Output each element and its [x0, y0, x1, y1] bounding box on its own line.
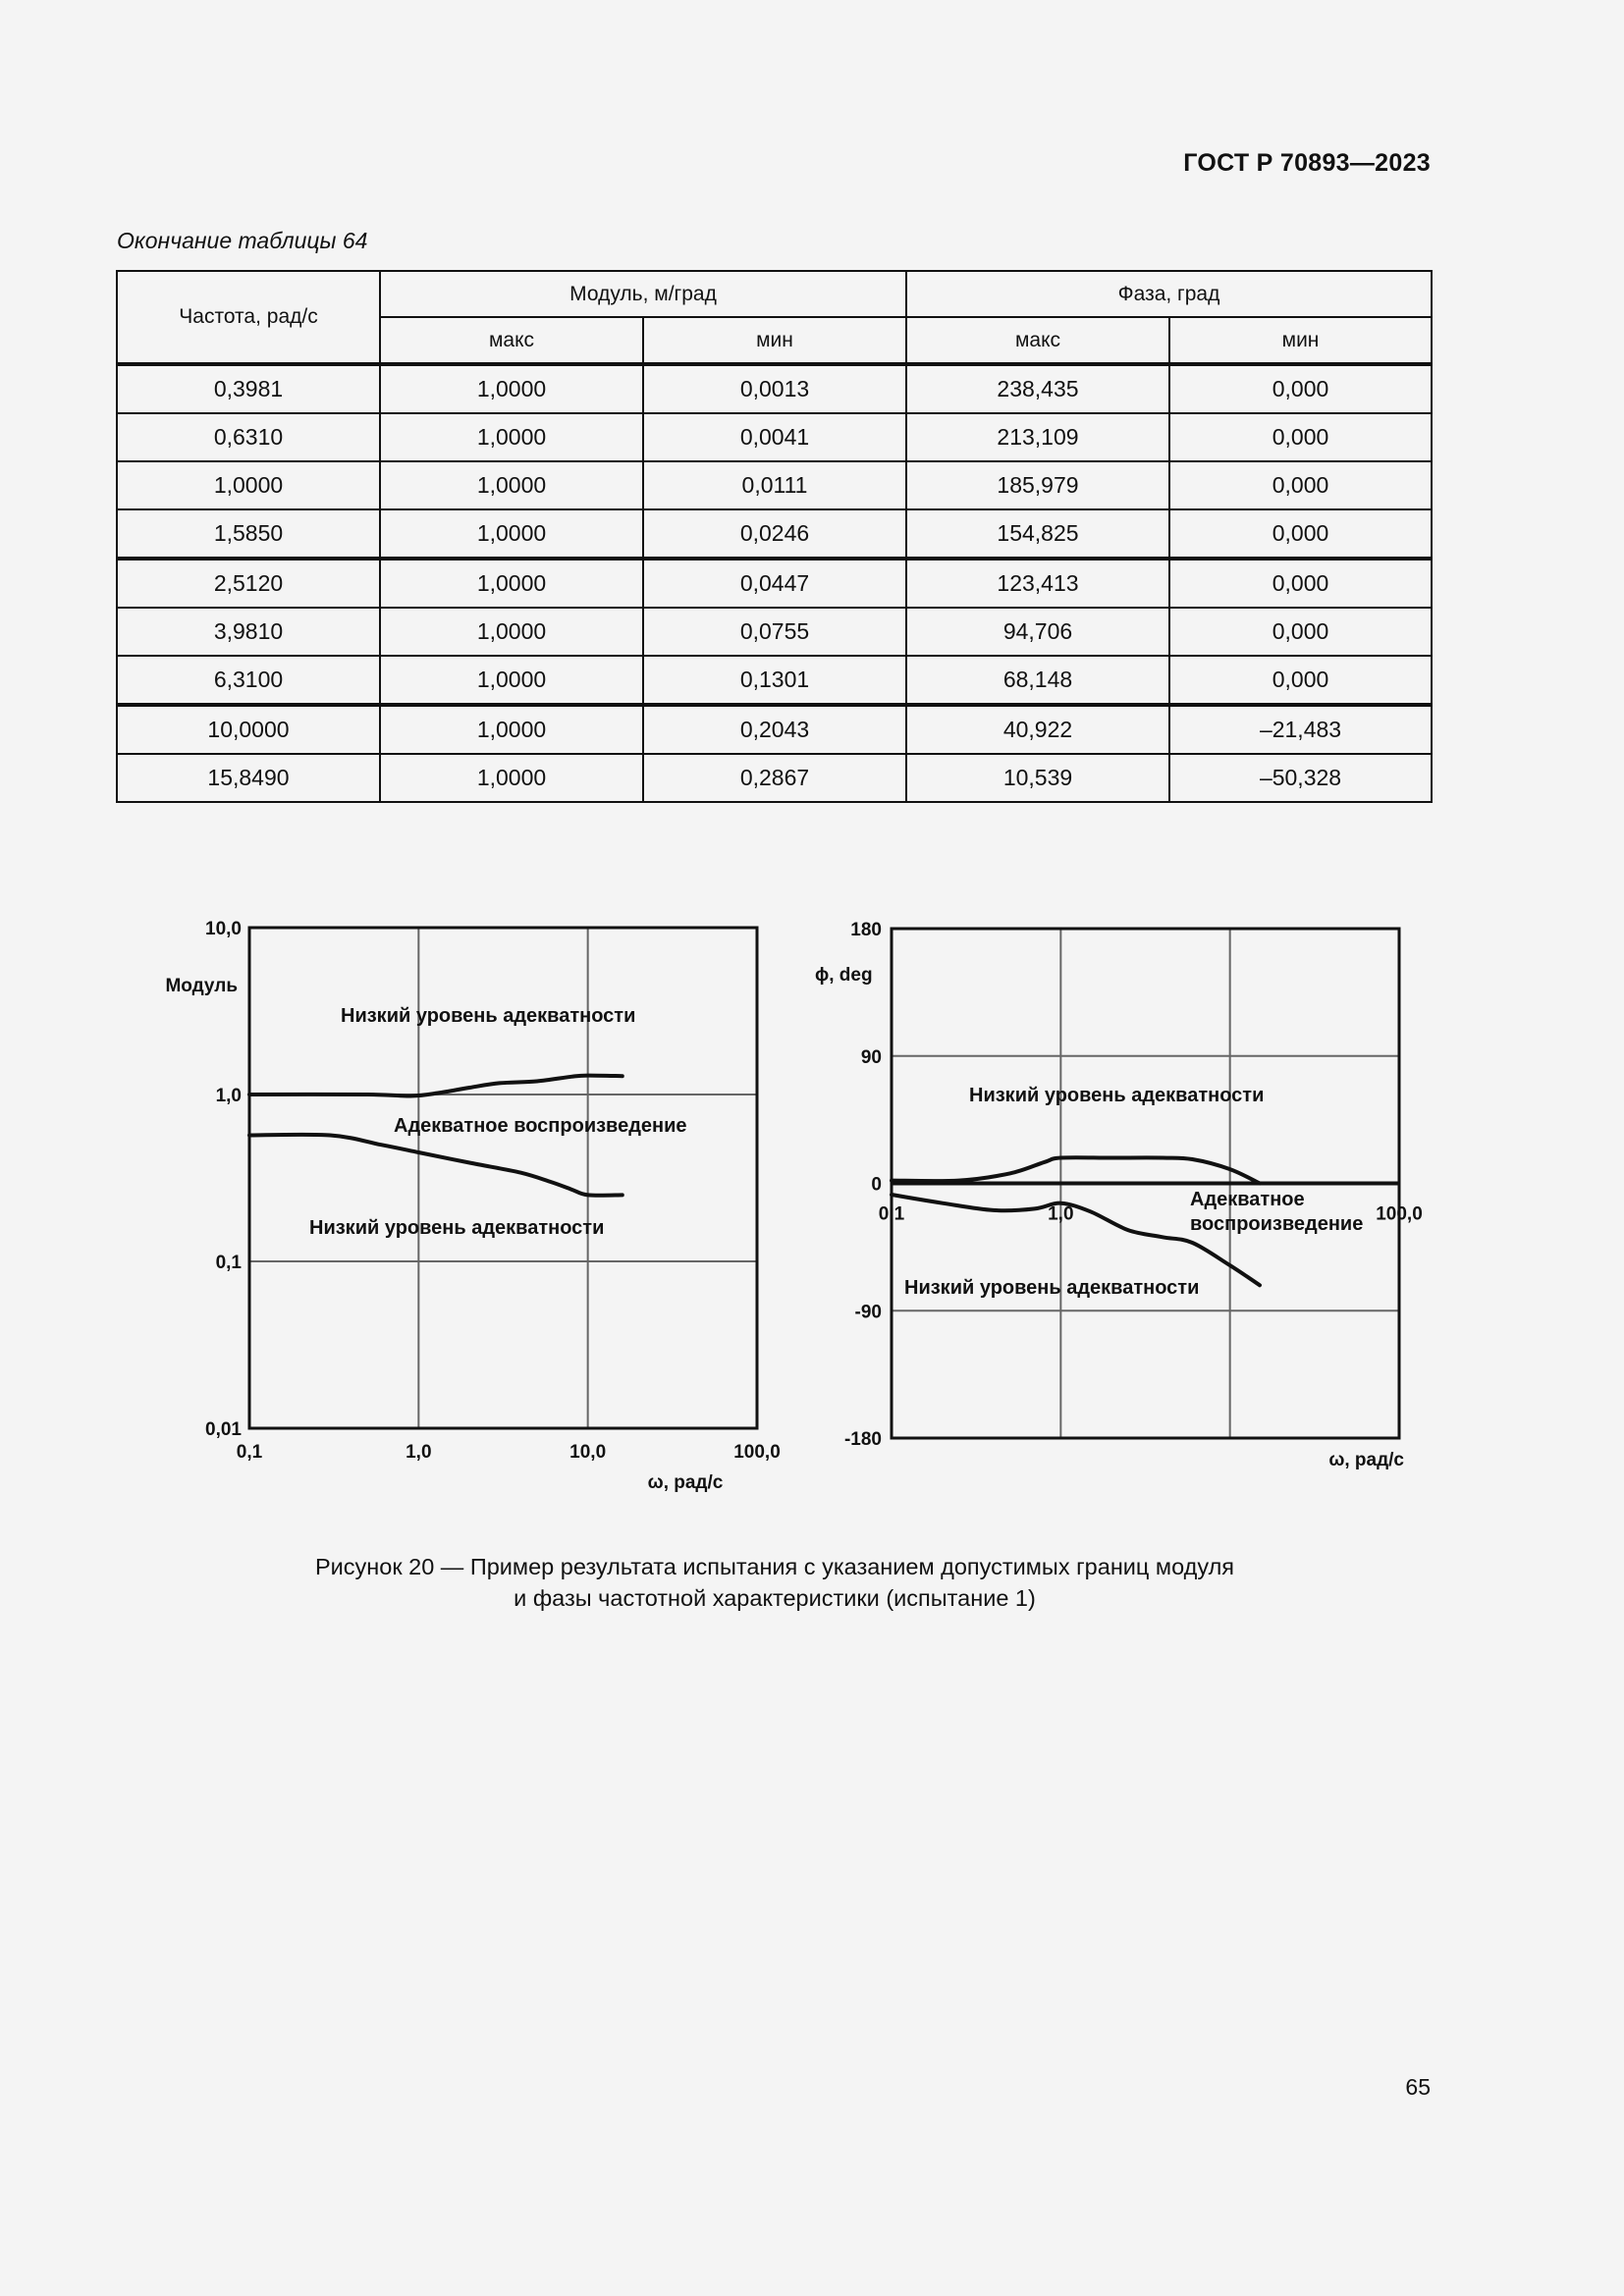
y-axis-label: ϕ, deg: [815, 965, 873, 986]
table-row: [117, 754, 1432, 802]
frequency-cell: 15,8490: [117, 754, 380, 802]
module-max-cell: 1,0000: [380, 461, 643, 509]
series-line: [892, 1157, 1260, 1183]
module-min-cell: 0,2043: [643, 705, 906, 754]
frequency-cell: 6,3100: [117, 656, 380, 705]
phase-max-cell: 94,706: [906, 608, 1169, 656]
table-caption: Окончание таблицы 64: [117, 228, 368, 253]
phase-max-cell: 123,413: [906, 559, 1169, 608]
y-tick-label: 0,01: [205, 1419, 242, 1440]
module-min-cell: 0,0041: [643, 413, 906, 461]
annotation-middle-line: воспроизведение: [1190, 1213, 1364, 1235]
phase-min-cell: 0,000: [1169, 559, 1432, 608]
phase-max-cell: 10,539: [906, 754, 1169, 802]
x-tick-label: 1,0: [406, 1442, 432, 1463]
y-tick-label: 180: [850, 920, 882, 940]
y-tick-label: 1,0: [215, 1086, 242, 1106]
module-min-cell: 0,0447: [643, 559, 906, 608]
y-tick-label: 10,0: [205, 919, 242, 939]
phase-min-cell: 0,000: [1169, 608, 1432, 656]
table-row: [117, 705, 1432, 754]
phase-max-cell: 185,979: [906, 461, 1169, 509]
annotation-middle: [1190, 1189, 1363, 1235]
frequency-cell: 1,0000: [117, 461, 380, 509]
frequency-cell: 0,3981: [117, 364, 380, 413]
phase-min-cell: 0,000: [1169, 364, 1432, 413]
frequency-cell: 0,6310: [117, 413, 380, 461]
y-tick-label: -90: [854, 1302, 882, 1323]
annotation-upper: Низкий уровень адекватности: [969, 1085, 1265, 1106]
annotation-middle-line: Адекватное: [1190, 1189, 1305, 1210]
y-tick-label: 0,1: [215, 1253, 242, 1273]
table-row: [117, 656, 1432, 705]
table-row: [117, 608, 1432, 656]
module-min-cell: 0,0013: [643, 364, 906, 413]
table-row: [117, 509, 1432, 559]
header-phase: Фаза, град: [906, 271, 1432, 317]
document-code: ГОСТ Р 70893—2023: [1183, 149, 1431, 177]
y-axis-label: Модуль: [165, 976, 238, 996]
series-line: [249, 1076, 623, 1096]
module-max-cell: 1,0000: [380, 656, 643, 705]
module-min-cell: 0,0111: [643, 461, 906, 509]
table-row: [117, 461, 1432, 509]
module-max-cell: 1,0000: [380, 705, 643, 754]
phase-max-cell: 154,825: [906, 509, 1169, 559]
header-phase-min: мин: [1169, 317, 1432, 364]
x-axis-label: ω, рад/с: [1328, 1450, 1404, 1470]
annotation-upper: Низкий уровень адекватности: [341, 1005, 636, 1027]
frequency-cell: 3,9810: [117, 608, 380, 656]
table-row: [117, 413, 1432, 461]
phase-chart: [815, 913, 1424, 1502]
phase-min-cell: –50,328: [1169, 754, 1432, 802]
phase-max-cell: 213,109: [906, 413, 1169, 461]
x-tick-label: 1,0: [1048, 1203, 1074, 1225]
module-min-cell: 0,2867: [643, 754, 906, 802]
module-max-cell: 1,0000: [380, 509, 643, 559]
phase-min-cell: 0,000: [1169, 509, 1432, 559]
phase-max-cell: 40,922: [906, 705, 1169, 754]
module-min-cell: 0,0755: [643, 608, 906, 656]
phase-max-cell: 68,148: [906, 656, 1169, 705]
frequency-cell: 2,5120: [117, 559, 380, 608]
module-max-cell: 1,0000: [380, 559, 643, 608]
plot-frame: [249, 928, 757, 1428]
header-module: Модуль, м/град: [380, 271, 906, 317]
phase-max-cell: 238,435: [906, 364, 1169, 413]
x-tick-label: 0,1: [236, 1442, 263, 1463]
header-phase-max: макс: [906, 317, 1169, 364]
x-tick-label: 100,0: [1376, 1203, 1423, 1225]
header-module-min: мин: [643, 317, 906, 364]
annotation-middle: Адекватное воспроизведение: [394, 1115, 687, 1137]
phase-min-cell: 0,000: [1169, 413, 1432, 461]
module-max-cell: 1,0000: [380, 608, 643, 656]
figure-caption-line-1: Рисунок 20 — Пример результата испытания с указанием допустимых границ модуля: [314, 1554, 1235, 1579]
frequency-cell: 10,0000: [117, 705, 380, 754]
x-axis-label: ω, рад/с: [647, 1472, 724, 1493]
figure-caption: [0, 1551, 1549, 1614]
page-number: 65: [1405, 2074, 1431, 2100]
module-max-cell: 1,0000: [380, 364, 643, 413]
annotation-lower: Низкий уровень адекватности: [904, 1277, 1200, 1299]
module-chart: [147, 913, 795, 1502]
figure-caption-line-2: и фазы частотной характеристики (испытание 1): [514, 1585, 1036, 1611]
module-min-cell: 0,1301: [643, 656, 906, 705]
x-tick-label: 10,0: [569, 1442, 607, 1463]
header-module-max: макс: [380, 317, 643, 364]
table-row: [117, 559, 1432, 608]
frequency-cell: 1,5850: [117, 509, 380, 559]
y-tick-label: 0: [871, 1174, 882, 1196]
header-frequency: Частота, рад/с: [117, 271, 380, 364]
table-row: [117, 364, 1432, 413]
x-tick-label: 100,0: [733, 1442, 781, 1463]
table-body: [117, 364, 1432, 802]
x-tick-label: 0,1: [878, 1203, 905, 1225]
y-tick-label: -180: [843, 1429, 882, 1450]
module-max-cell: 1,0000: [380, 754, 643, 802]
phase-min-cell: –21,483: [1169, 705, 1432, 754]
data-table: [116, 270, 1433, 803]
y-tick-label: 90: [860, 1046, 882, 1068]
annotation-lower: Низкий уровень адекватности: [309, 1217, 605, 1239]
module-min-cell: 0,0246: [643, 509, 906, 559]
series-line: [249, 1135, 623, 1196]
phase-min-cell: 0,000: [1169, 461, 1432, 509]
module-max-cell: 1,0000: [380, 413, 643, 461]
phase-min-cell: 0,000: [1169, 656, 1432, 705]
